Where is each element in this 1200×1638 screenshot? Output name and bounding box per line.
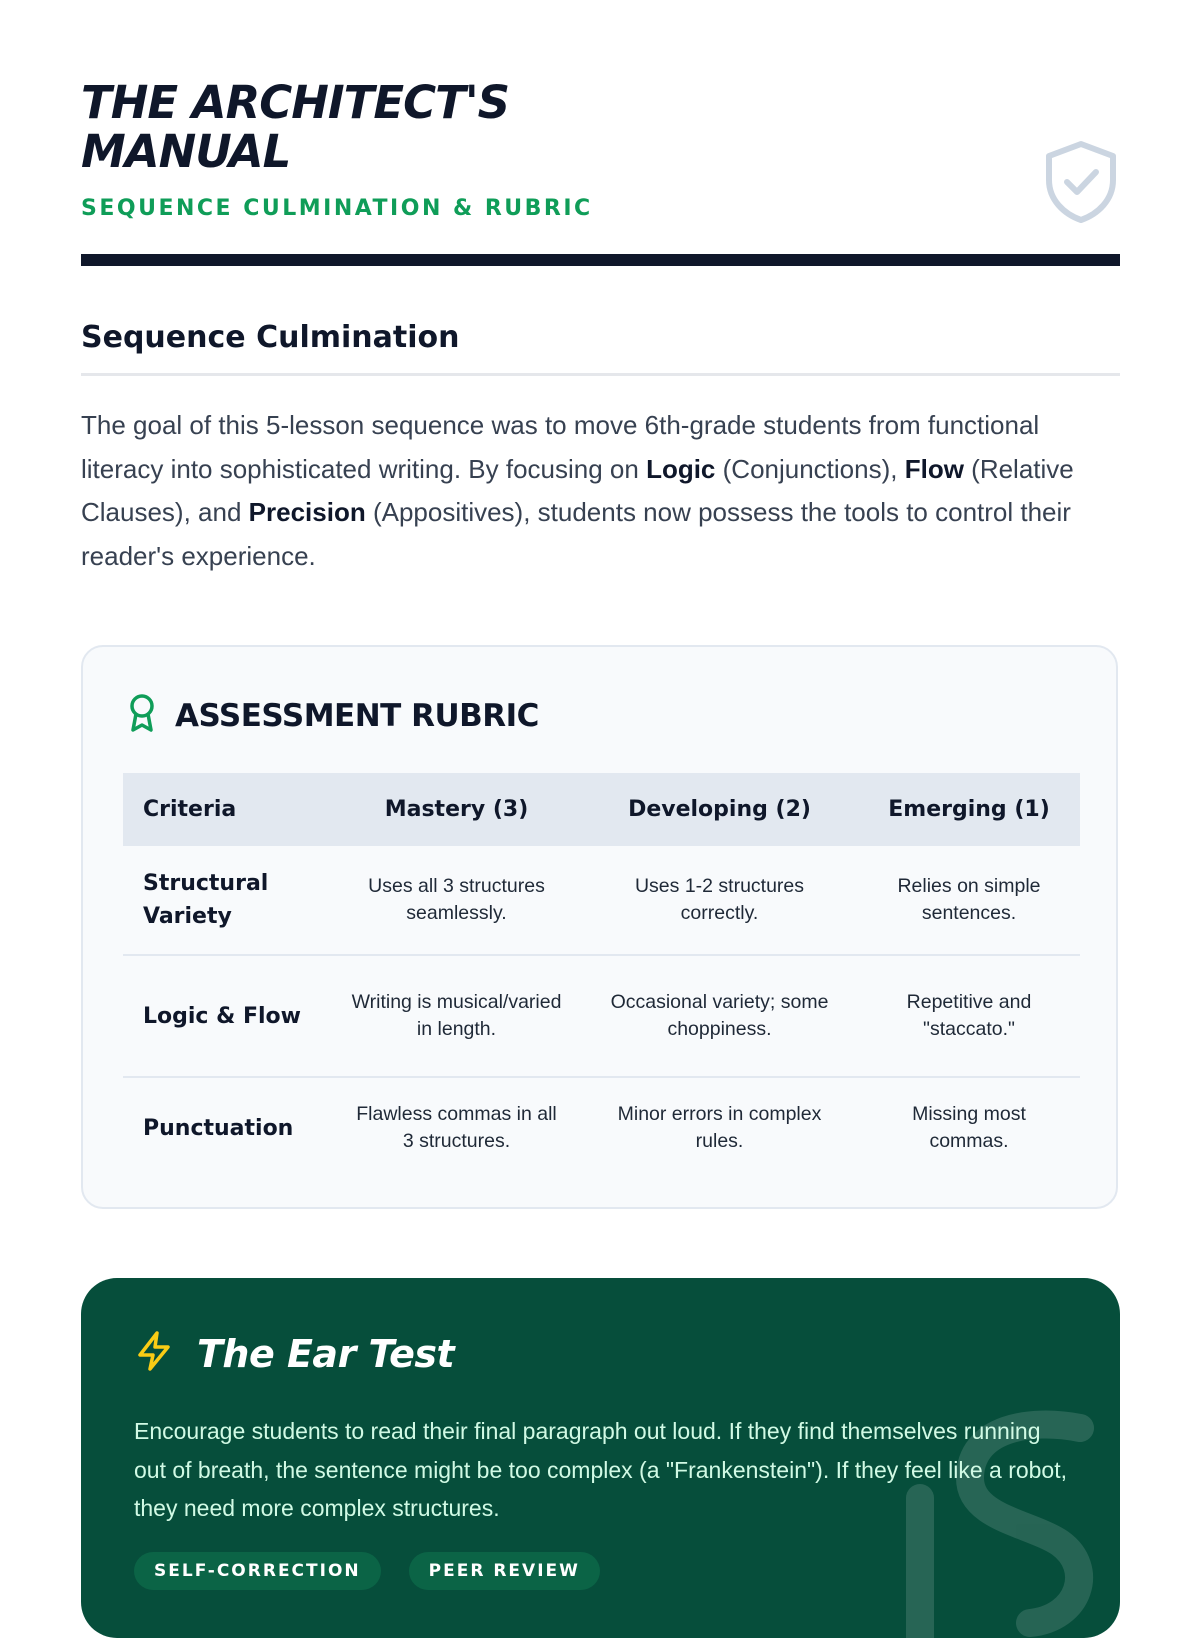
- column-header-emerging: Emerging (1): [858, 773, 1080, 846]
- lightning-bolt-icon: [135, 1330, 173, 1377]
- assessment-rubric-card: [81, 645, 1118, 1209]
- ear-test-text: Encourage students to read their final paragraph out loud. If they find themselves running out of breath, the sentence might be too complex (a "Frankenstein"). If they feel like a robot, they need more complex structures.: [134, 1418, 1068, 1521]
- emerging-cell: Relies on simple sentences.: [858, 846, 1080, 955]
- manual-header: [81, 78, 1120, 268]
- column-header-mastery: Mastery (3): [332, 773, 581, 846]
- emerging-cell: Repetitive and "staccato.": [858, 955, 1080, 1077]
- culmination-paragraph: [81, 404, 1120, 578]
- paragraph-text: (Relative Clauses), and: [81, 453, 1074, 527]
- ear-test-card: [81, 1278, 1120, 1638]
- paragraph-keyword-flow: Flow: [904, 453, 964, 484]
- paragraph-keyword-logic: Logic: [646, 453, 716, 484]
- developing-cell: Uses 1-2 structures correctly.: [581, 846, 858, 955]
- criteria-cell: Punctuation: [143, 1115, 294, 1141]
- mastery-cell: Writing is musical/varied in length.: [332, 955, 581, 1077]
- paragraph-text: (Conjunctions),: [715, 453, 905, 484]
- mastery-cell: Flawless commas in all 3 structures.: [356, 1103, 557, 1152]
- paragraph-text: (Appositives), students now possess the tools to control their reader's experience.: [81, 497, 1071, 571]
- column-header-developing: Developing (2): [581, 773, 858, 846]
- rubric-table: [123, 773, 1080, 1178]
- criteria-cell: Structural Variety: [123, 846, 332, 955]
- title-line-2: MANUAL: [81, 125, 291, 178]
- table-row: [123, 1077, 1080, 1178]
- tag-list: [134, 1552, 600, 1590]
- award-ribbon-icon: [127, 693, 157, 738]
- paragraph-keyword-precision: Precision: [248, 497, 366, 527]
- developing-cell: Occasional variety; some choppiness.: [581, 955, 858, 1077]
- emerging-cell: Missing most commas.: [912, 1103, 1026, 1152]
- tag-self-correction: SELF-CORRECTION: [134, 1552, 381, 1590]
- title-line-1: THE ARCHITECT'S: [81, 76, 510, 129]
- table-row: [123, 955, 1080, 1077]
- section-divider: [81, 373, 1120, 376]
- table-row: [123, 846, 1080, 955]
- rubric-header: [127, 693, 539, 738]
- column-header-criteria: Criteria: [123, 773, 332, 846]
- mastery-cell: Uses all 3 structures seamlessly.: [332, 846, 581, 955]
- criteria-cell: Logic & Flow: [123, 955, 332, 1077]
- page: [81, 0, 1120, 1600]
- rubric-title: ASSESSMENT RUBRIC: [175, 697, 539, 734]
- developing-cell: Minor errors in complex rules.: [617, 1103, 822, 1152]
- ear-test-header: [135, 1330, 454, 1377]
- ear-test-title: The Ear Test: [197, 1331, 455, 1376]
- page-subtitle: SEQUENCE CULMINATION & RUBRIC: [81, 196, 593, 221]
- rubric-header-row: [123, 773, 1080, 846]
- header-divider: [81, 254, 1120, 266]
- page-title: [81, 78, 641, 176]
- paragraph-text: The goal of this 5-lesson sequence was to move 6th-grade students from functional literacy into sophisticated writing. By focusing on: [81, 410, 1040, 484]
- section-title-culmination: Sequence Culmination: [81, 320, 460, 355]
- tag-peer-review: PEER REVIEW: [409, 1552, 600, 1590]
- shield-check-icon: [1042, 140, 1120, 224]
